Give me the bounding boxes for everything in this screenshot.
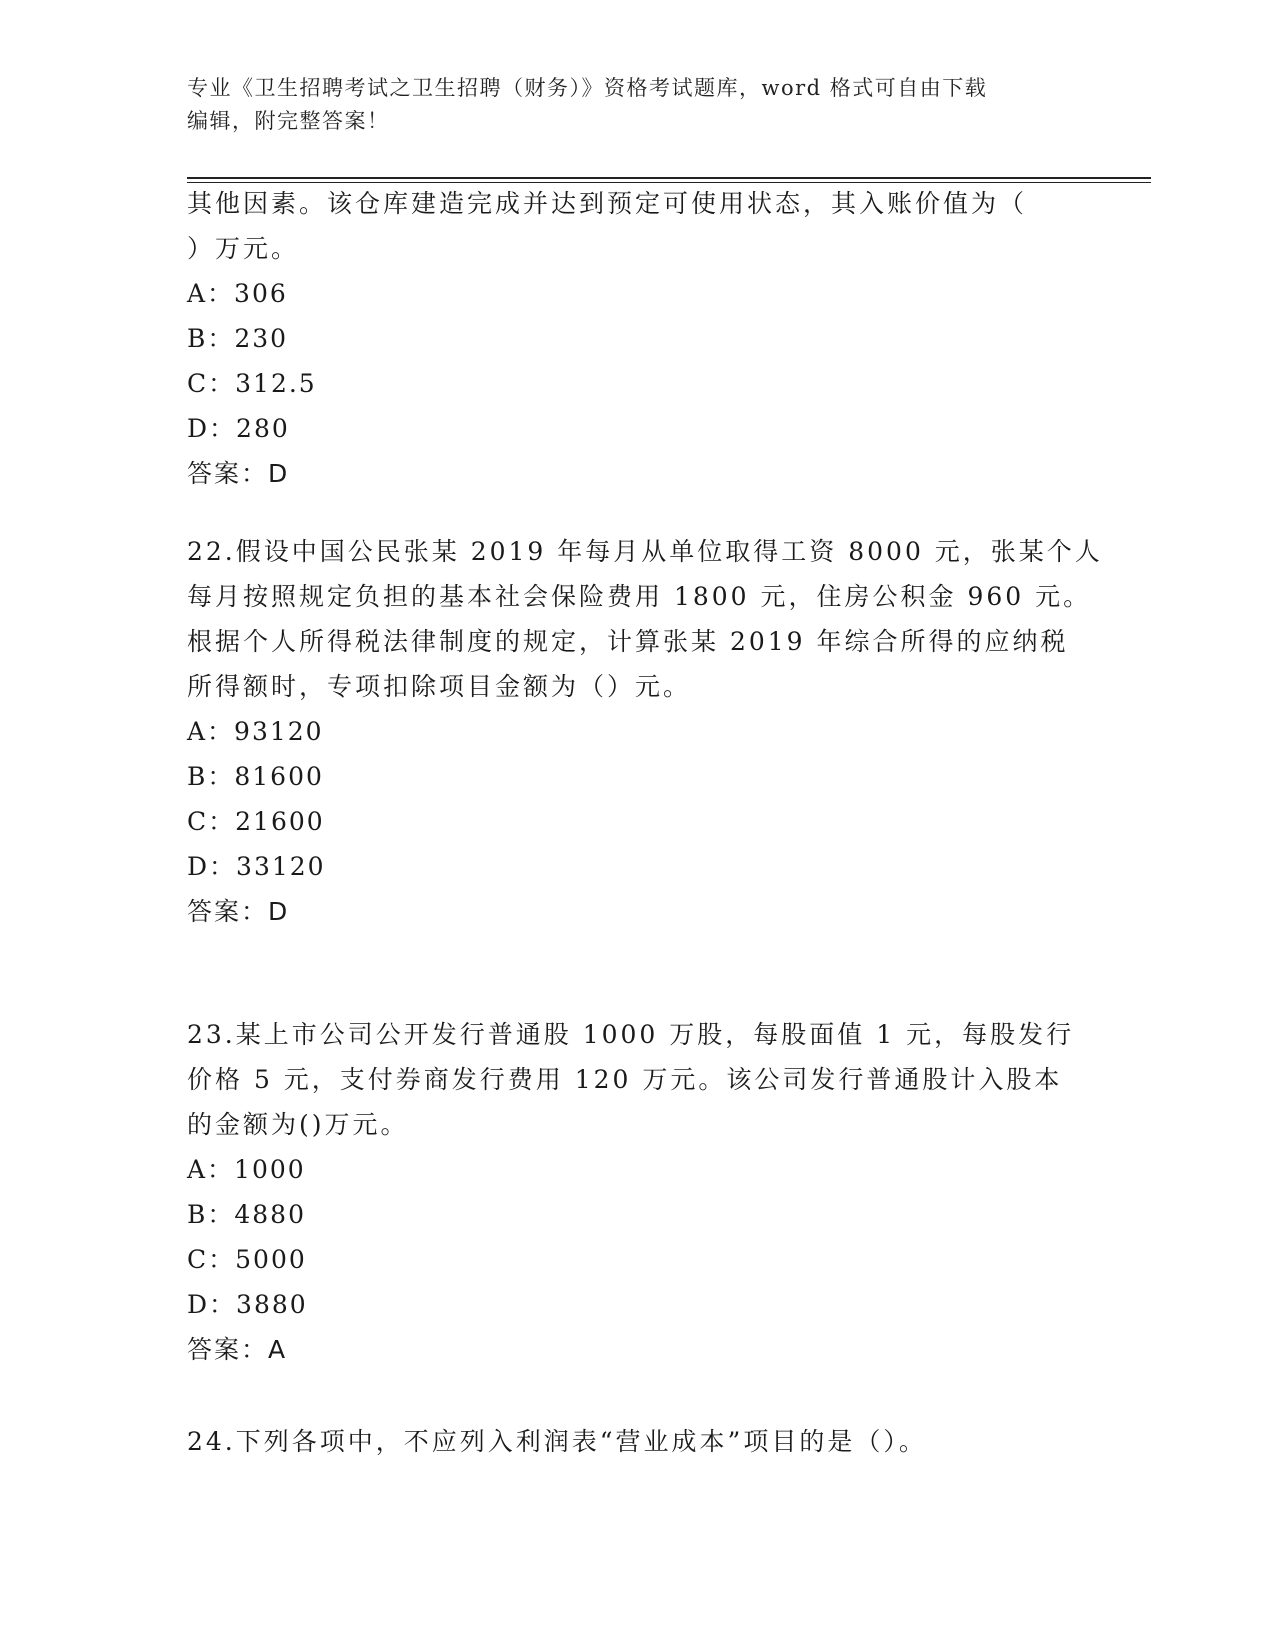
question-text-line: 根据个人所得税法律制度的规定，计算张某 2019 年综合所得的应纳税: [187, 627, 1069, 656]
question-text-line: 价格 5 元，支付券商发行费用 120 万元。该公司发行普通股计入股本: [187, 1065, 1063, 1094]
question-22: [187, 529, 1103, 934]
question-text-line: 24.下列各项中，不应列入利润表“营业成本”项目的是（）。: [187, 1427, 927, 1456]
answer-label: 答案：A: [187, 1335, 288, 1364]
answer-label: 答案：D: [187, 897, 290, 926]
header-divider-thick: [187, 177, 1151, 179]
question-text-line: 23.某上市公司公开发行普通股 1000 万股，每股面值 1 元，每股发行: [187, 1020, 1075, 1049]
question-text-line: 其他因素。该仓库建造完成并达到预定可使用状态，其入账价值为（: [187, 189, 1028, 218]
option-d: D：3880: [187, 1290, 308, 1319]
option-c: C：312.5: [187, 369, 317, 398]
document-header: [187, 72, 1087, 138]
answer-label: 答案：D: [187, 459, 290, 488]
question-text-line: 每月按照规定负担的基本社会保险费用 1800 元，住房公积金 960 元。: [187, 582, 1092, 611]
option-b: B：81600: [187, 762, 324, 791]
option-d: D：280: [187, 414, 290, 443]
option-b: B：4880: [187, 1200, 306, 1229]
option-d: D：33120: [187, 852, 326, 881]
question-24: [187, 1419, 1067, 1464]
question-text-line: 所得额时，专项扣除项目金额为（）元。: [187, 672, 692, 701]
header-line-2: 编辑，附完整答案！: [187, 109, 390, 133]
option-b: B：230: [187, 324, 289, 353]
header-line-1: 专业《卫生招聘考试之卫生招聘（财务）》资格考试题库，word 格式可自由下载: [187, 76, 988, 100]
option-a: A：306: [187, 279, 288, 308]
question-23: [187, 1012, 1075, 1372]
question-text-line: ）万元。: [187, 234, 300, 263]
question-text-line: 的金额为()万元。: [187, 1110, 409, 1139]
option-c: C：21600: [187, 807, 325, 836]
question-text-line: 22.假设中国公民张某 2019 年每月从单位取得工资 8000 元，张某个人: [187, 537, 1103, 566]
option-a: A：1000: [187, 1155, 306, 1184]
option-a: A：93120: [187, 717, 324, 746]
question-21: [187, 181, 1067, 496]
option-c: C：5000: [187, 1245, 307, 1274]
